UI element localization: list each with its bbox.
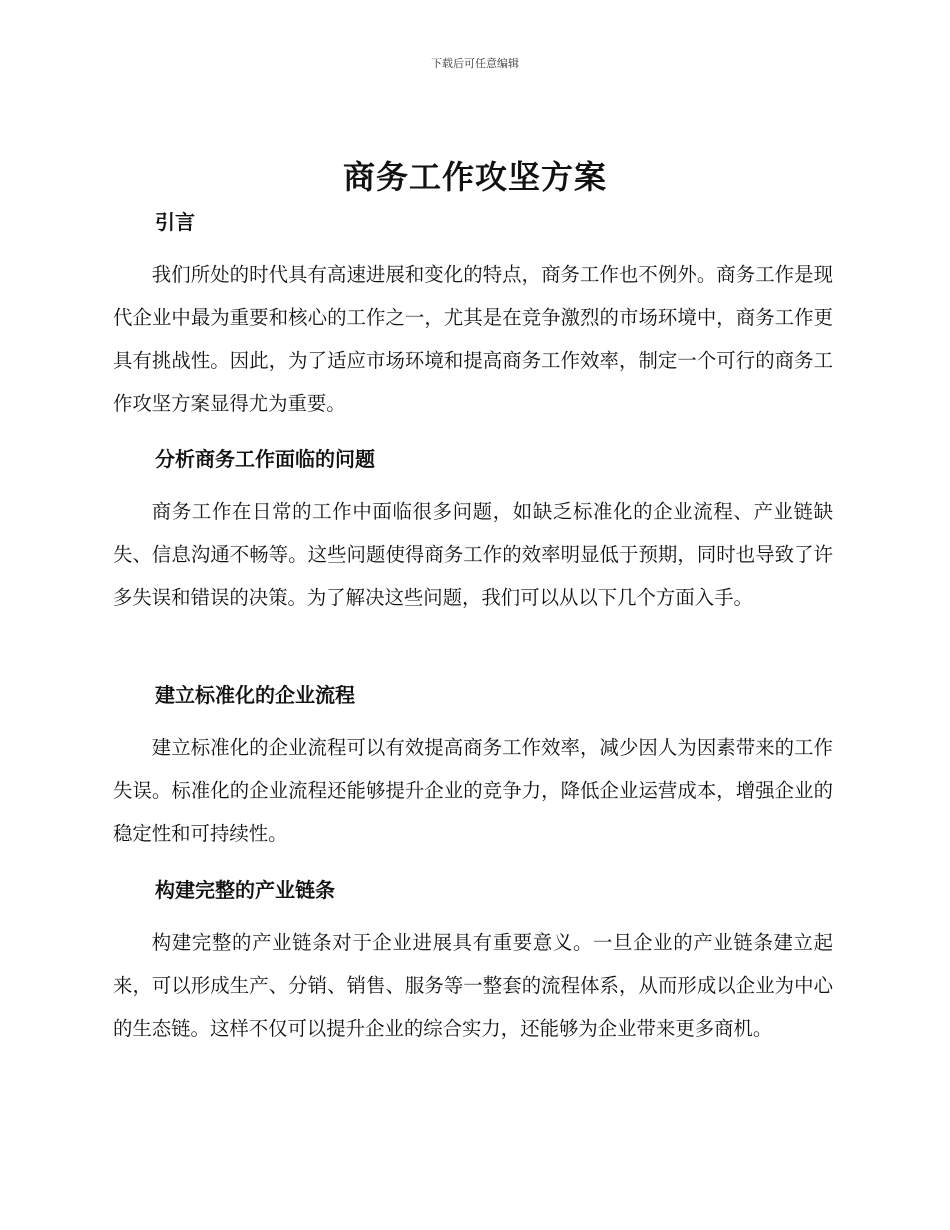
section-paragraph-analysis: 商务工作在日常的工作中面临很多问题，如缺乏标准化的企业流程、产业链缺失、信息沟通不畅等。这些问题使得商务工作的效率明显低于预期，同时也导致了许多失误和错误的决策。为了解决这些问题，我们可以从以下几个方面入手。 (113, 500, 833, 609)
page-header-note: 下载后可任意编辑 (431, 57, 519, 70)
section-heading-analysis: 分析商务工作面临的问题 (155, 447, 375, 471)
section-paragraph-intro: 我们所处的时代具有高速进展和变化的特点，商务工作也不例外。商务工作是现代企业中最为重要和核心的工作之一，尤其是在竞争激烈的市场环境中，商务工作更具有挑战性。因此，为了适应市场环境和提高商务工作效率，制定一个可行的商务工作攻坚方案显得尤为重要。 (113, 263, 833, 415)
section-paragraph-industry-chain: 构建完整的产业链条对于企业进展具有重要意义。一旦企业的产业链条建立起来，可以形成生产、分销、销售、服务等一整套的流程体系，从而形成以企业为中心的生态链。这样不仅可以提升企业的综合实力，还能够为企业带来更多商机。 (113, 931, 833, 1040)
section-heading-intro: 引言 (155, 210, 195, 234)
document-title: 商务工作攻坚方案 (342, 158, 607, 196)
section-heading-standard-process: 建立标准化的企业流程 (155, 683, 355, 707)
section-paragraph-standard-process: 建立标准化的企业流程可以有效提高商务工作效率，减少因人为因素带来的工作失误。标准化的企业流程还能够提升企业的竞争力，降低企业运营成本，增强企业的稳定性和可持续性。 (113, 736, 833, 845)
section-heading-industry-chain: 构建完整的产业链条 (155, 878, 335, 902)
